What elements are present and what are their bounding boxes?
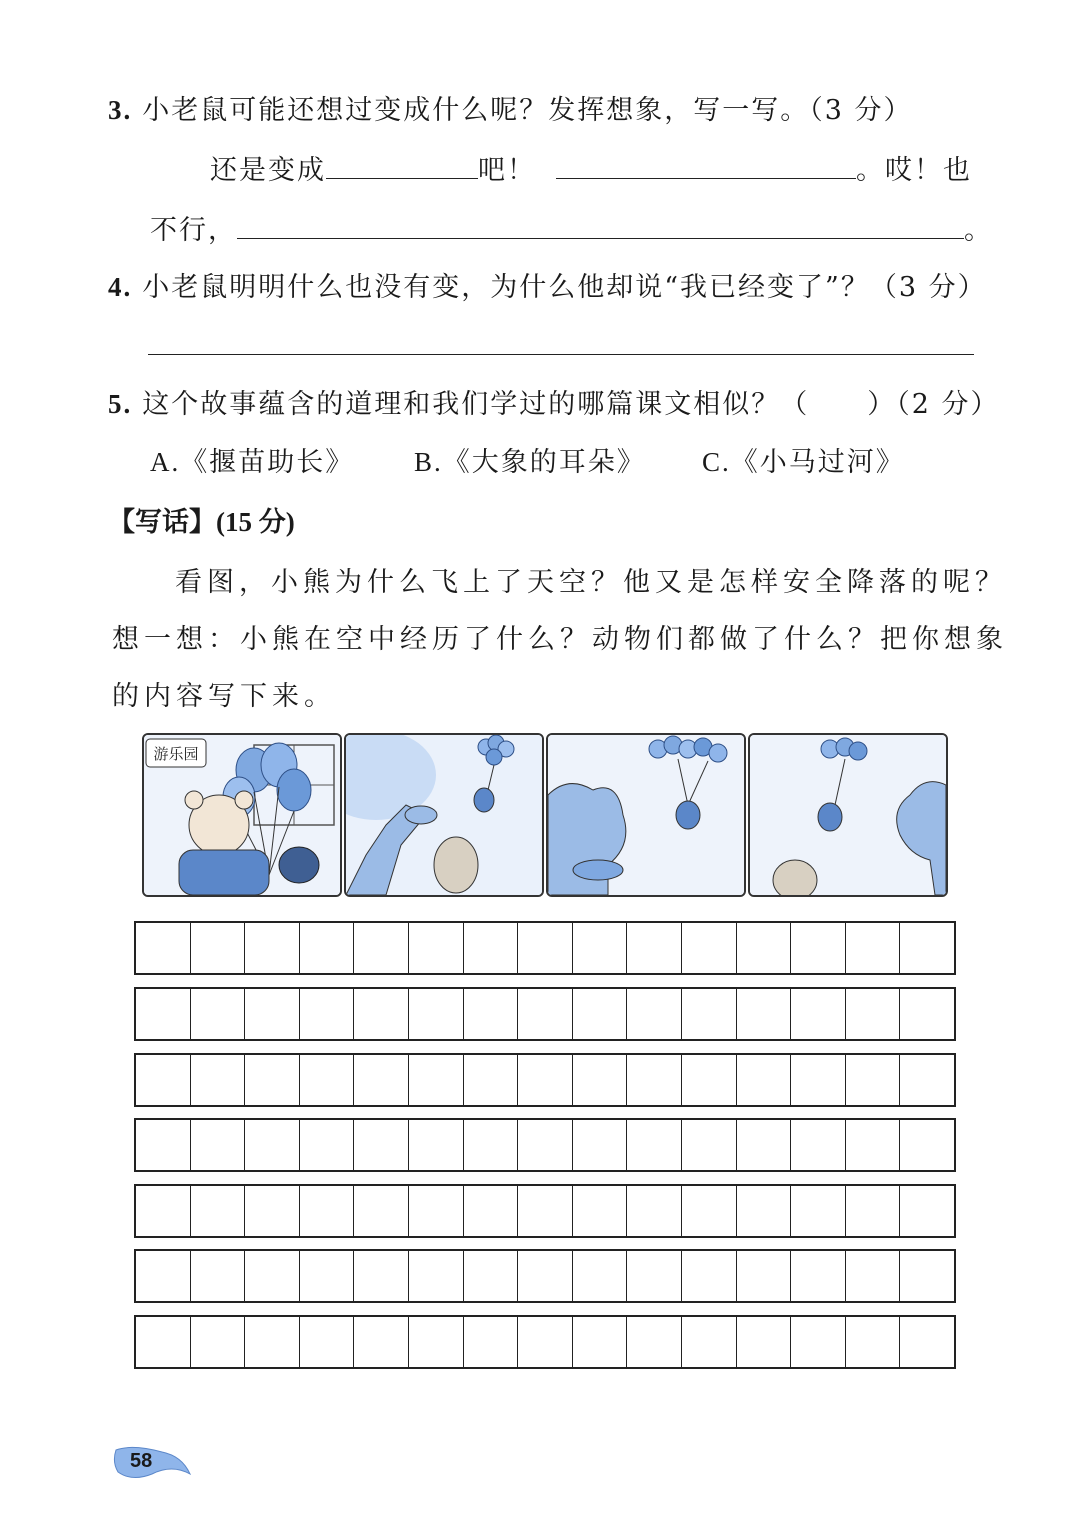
grid-cell[interactable]: [627, 989, 682, 1039]
question-4: [108, 265, 987, 304]
grid-cell[interactable]: [900, 1251, 954, 1301]
grid-cell[interactable]: [136, 1251, 191, 1301]
comic-panel-3: [546, 733, 746, 897]
grid-cell[interactable]: [518, 1251, 573, 1301]
grid-cell[interactable]: [464, 1317, 519, 1367]
grid-cell[interactable]: [900, 1055, 954, 1105]
line2-prefix: 不行，: [150, 215, 237, 246]
grid-cell[interactable]: [682, 923, 737, 973]
option-c-title: 《小马过河》: [730, 447, 905, 478]
grid-cell[interactable]: [682, 1317, 737, 1367]
option-a[interactable]: [150, 440, 354, 479]
grid-cell[interactable]: [900, 923, 954, 973]
grid-cell[interactable]: [846, 1186, 901, 1236]
option-c-letter: C.: [702, 447, 731, 477]
grid-cell[interactable]: [518, 1186, 573, 1236]
grid-cell[interactable]: [136, 1055, 191, 1105]
grid-cell[interactable]: [245, 1317, 300, 1367]
grid-cell[interactable]: [573, 1186, 628, 1236]
grid-cell[interactable]: [300, 1317, 355, 1367]
grid-cell[interactable]: [627, 1317, 682, 1367]
question-5-text: 这个故事蕴含的道理和我们学过的哪篇课文相似？（ ）（2 分）: [142, 389, 1000, 420]
grid-cell[interactable]: [737, 923, 792, 973]
grid-cell[interactable]: [682, 1120, 737, 1170]
grid-cell[interactable]: [409, 989, 464, 1039]
grid-cell[interactable]: [737, 1055, 792, 1105]
grid-cell[interactable]: [627, 1055, 682, 1105]
grid-cell[interactable]: [191, 1317, 246, 1367]
grid-cell[interactable]: [518, 989, 573, 1039]
grid-cell[interactable]: [518, 1055, 573, 1105]
grid-cell[interactable]: [900, 1120, 954, 1170]
amusement-park-sign: 游乐园: [153, 745, 199, 763]
question-3: [108, 88, 913, 127]
grid-cell[interactable]: [846, 923, 901, 973]
grid-cell[interactable]: [354, 1317, 409, 1367]
grid-cell[interactable]: [300, 1120, 355, 1170]
grid-cell[interactable]: [136, 1317, 191, 1367]
grid-row: [134, 1118, 956, 1172]
grid-cell[interactable]: [191, 1055, 246, 1105]
grid-cell[interactable]: [573, 1251, 628, 1301]
grid-cell[interactable]: [518, 1317, 573, 1367]
grid-cell[interactable]: [464, 989, 519, 1039]
grid-cell[interactable]: [573, 1317, 628, 1367]
grid-cell[interactable]: [627, 1120, 682, 1170]
grid-cell[interactable]: [737, 1120, 792, 1170]
grid-cell[interactable]: [791, 989, 846, 1039]
question-5-number: 5.: [108, 389, 133, 419]
grid-cell[interactable]: [682, 1186, 737, 1236]
grid-cell[interactable]: [136, 923, 191, 973]
grid-cell[interactable]: [518, 923, 573, 973]
grid-cell[interactable]: [191, 1186, 246, 1236]
grid-cell[interactable]: [354, 1120, 409, 1170]
panel-3-illustration: [548, 735, 744, 895]
grid-cell[interactable]: [409, 1186, 464, 1236]
line1-suffix: 。哎！也: [856, 155, 972, 186]
question-4-answer-line[interactable]: [148, 354, 974, 355]
grid-cell[interactable]: [791, 1317, 846, 1367]
grid-cell[interactable]: [573, 1120, 628, 1170]
grid-cell[interactable]: [245, 1186, 300, 1236]
grid-cell[interactable]: [627, 1251, 682, 1301]
option-a-letter: A.: [150, 447, 181, 477]
writing-prompt-line-3: 的内容写下来。: [112, 681, 336, 712]
option-c[interactable]: [702, 440, 905, 479]
answer-blank-1[interactable]: [326, 152, 478, 179]
grid-cell[interactable]: [245, 989, 300, 1039]
grid-row: [134, 987, 956, 1041]
grid-cell[interactable]: [191, 1120, 246, 1170]
grid-cell[interactable]: [136, 989, 191, 1039]
option-b[interactable]: [414, 440, 646, 479]
writing-section-heading: [108, 500, 295, 539]
grid-cell[interactable]: [300, 1251, 355, 1301]
grid-cell[interactable]: [354, 1251, 409, 1301]
comic-panel-4: [748, 733, 948, 897]
grid-cell[interactable]: [245, 923, 300, 973]
grid-cell[interactable]: [846, 1055, 901, 1105]
grid-cell[interactable]: [791, 1120, 846, 1170]
answer-blank-3[interactable]: [237, 212, 964, 239]
grid-cell[interactable]: [846, 989, 901, 1039]
grid-cell[interactable]: [354, 923, 409, 973]
grid-cell[interactable]: [737, 989, 792, 1039]
grid-cell[interactable]: [300, 1055, 355, 1105]
grid-cell[interactable]: [791, 1251, 846, 1301]
grid-cell[interactable]: [737, 1251, 792, 1301]
option-b-title: 《大象的耳朵》: [442, 447, 646, 478]
line1-mid: 吧！: [478, 155, 536, 186]
grid-cell[interactable]: [518, 1120, 573, 1170]
grid-cell[interactable]: [409, 1055, 464, 1105]
grid-cell[interactable]: [846, 1251, 901, 1301]
grid-row: [134, 1249, 956, 1303]
grid-cell[interactable]: [245, 1120, 300, 1170]
grid-cell[interactable]: [409, 923, 464, 973]
question-4-number: 4.: [108, 272, 133, 302]
grid-cell[interactable]: [900, 1317, 954, 1367]
line2-suffix: 。: [964, 215, 993, 246]
grid-cell[interactable]: [737, 1317, 792, 1367]
grid-cell[interactable]: [300, 923, 355, 973]
grid-cell[interactable]: [573, 923, 628, 973]
panel-1-illustration: [144, 735, 340, 895]
grid-cell[interactable]: [191, 989, 246, 1039]
grid-cell[interactable]: [573, 989, 628, 1039]
question-3-line-1: [210, 148, 972, 187]
option-b-letter: B.: [414, 447, 443, 477]
grid-cell[interactable]: [464, 1120, 519, 1170]
panel-4-illustration: [750, 735, 946, 895]
grid-cell[interactable]: [464, 923, 519, 973]
grid-row: [134, 1053, 956, 1107]
grid-cell[interactable]: [409, 1317, 464, 1367]
writing-prompt-line-2: 想一想：小熊在空中经历了什么？动物们都做了什么？把你想象: [112, 624, 1008, 655]
grid-cell[interactable]: [737, 1186, 792, 1236]
grid-cell[interactable]: [136, 1120, 191, 1170]
grid-cell[interactable]: [791, 1186, 846, 1236]
grid-cell[interactable]: [573, 1055, 628, 1105]
grid-cell[interactable]: [791, 1055, 846, 1105]
grid-cell[interactable]: [409, 1251, 464, 1301]
line1-prefix: 还是变成: [210, 155, 326, 186]
grid-cell[interactable]: [354, 1055, 409, 1105]
grid-cell[interactable]: [136, 1186, 191, 1236]
grid-cell[interactable]: [791, 923, 846, 973]
grid-cell[interactable]: [300, 989, 355, 1039]
grid-cell[interactable]: [682, 1251, 737, 1301]
grid-cell[interactable]: [354, 1186, 409, 1236]
comic-panel-2: [344, 733, 544, 897]
grid-row: [134, 1315, 956, 1369]
option-a-title: 《揠苗助长》: [180, 447, 355, 478]
grid-cell[interactable]: [409, 1120, 464, 1170]
grid-cell[interactable]: [464, 1186, 519, 1236]
grid-cell[interactable]: [354, 989, 409, 1039]
grid-cell[interactable]: [682, 989, 737, 1039]
grid-cell[interactable]: [464, 1251, 519, 1301]
question-3-number: 3.: [108, 95, 133, 125]
grid-cell[interactable]: [245, 1055, 300, 1105]
grid-cell[interactable]: [900, 1186, 954, 1236]
grid-cell[interactable]: [846, 1120, 901, 1170]
grid-cell[interactable]: [900, 989, 954, 1039]
grid-cell[interactable]: [464, 1055, 519, 1105]
panel-2-illustration: [346, 735, 542, 895]
comic-panel-1: [142, 733, 342, 897]
grid-cell[interactable]: [191, 1251, 246, 1301]
grid-cell[interactable]: [627, 923, 682, 973]
grid-cell[interactable]: [846, 1317, 901, 1367]
writing-heading-label: 【写话】: [108, 507, 216, 538]
grid-cell[interactable]: [682, 1055, 737, 1105]
grid-row: [134, 1184, 956, 1238]
grid-row: [134, 921, 956, 975]
question-3-text: 小老鼠可能还想过变成什么呢？发挥想象，写一写。（3 分）: [142, 95, 913, 126]
answer-blank-2[interactable]: [556, 152, 856, 179]
writing-prompt-line-1: 看图，小熊为什么飞上了天空？他又是怎样安全降落的呢？: [175, 567, 1007, 598]
writing-score: (15 分): [216, 507, 295, 537]
page-number: 58: [130, 1450, 153, 1472]
question-4-text: 小老鼠明明什么也没有变，为什么他却说“我已经变了”？（3 分）: [142, 272, 987, 303]
grid-cell[interactable]: [191, 923, 246, 973]
question-3-line-2: [150, 208, 993, 247]
grid-cell[interactable]: [627, 1186, 682, 1236]
grid-cell[interactable]: [245, 1251, 300, 1301]
grid-cell[interactable]: [300, 1186, 355, 1236]
question-5: [108, 382, 1000, 421]
